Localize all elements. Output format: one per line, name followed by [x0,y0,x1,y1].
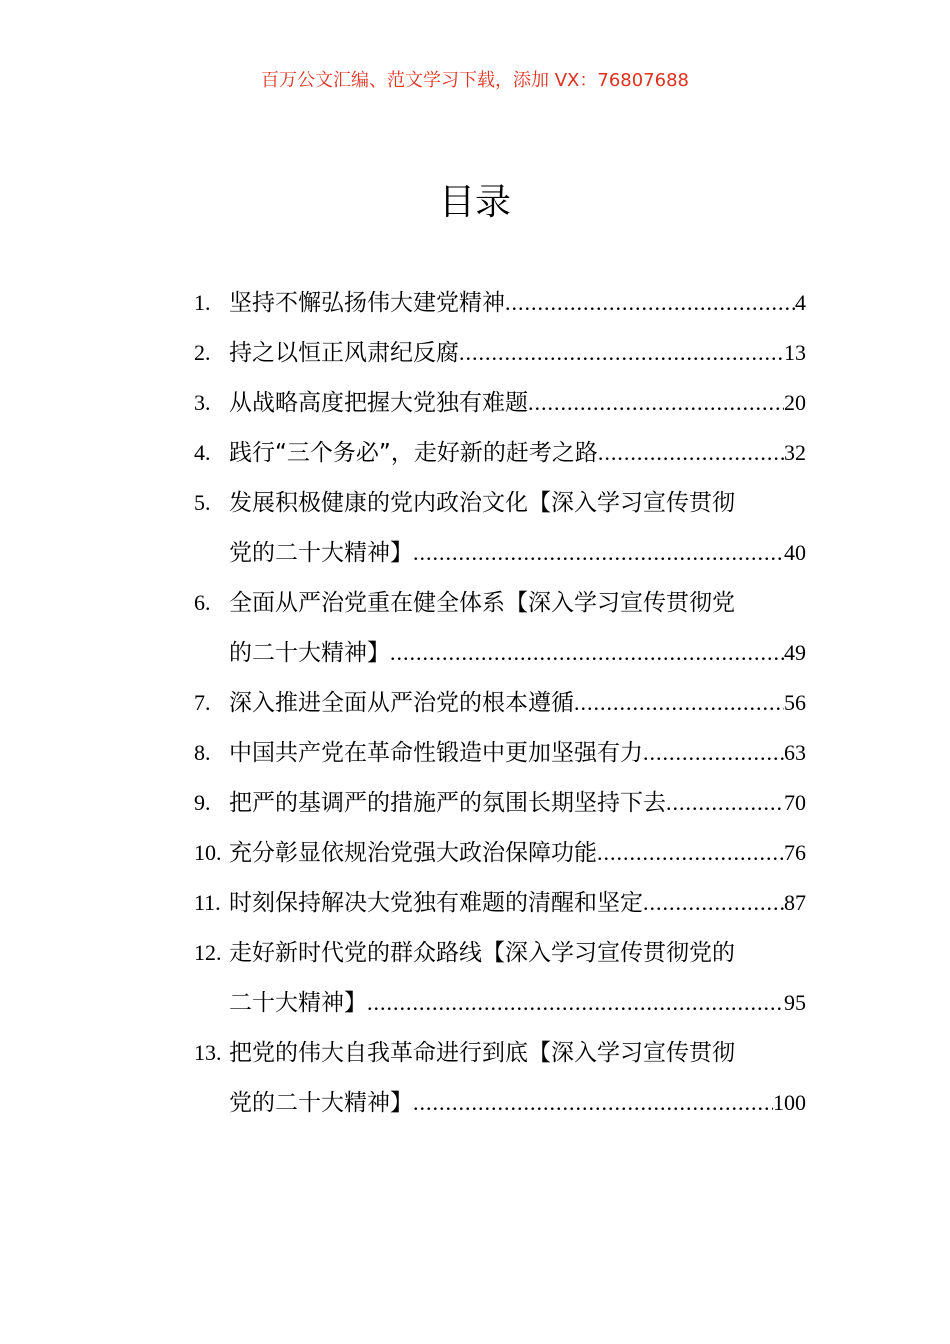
toc-entry-number: 8. [194,740,211,765]
toc-entry-page: 95 [784,990,806,1015]
toc-entry-title: 发展积极健康的党内政治文化【深入学习宣传贯彻 [229,490,735,516]
toc-entry-title-cont: 党的二十大精神】 [229,1090,413,1116]
toc-entry-page: 4 [795,290,806,315]
toc-entry-number: 5. [194,490,211,515]
toc-entry-page: 40 [784,540,806,565]
toc-entry-page: 20 [784,390,806,415]
toc-entry[interactable] [194,378,806,428]
toc-entry-page: 13 [784,340,806,365]
toc-entry-number: 10. [194,840,222,865]
dot-leader [598,428,784,478]
toc-entry-title: 全面从严治党重在健全体系【深入学习宣传贯彻党 [229,590,735,616]
toc-entry-title: 中国共产党在革命性锻造中更加坚强有力 [229,740,643,766]
dot-leader [528,378,784,428]
toc-entry-title: 把党的伟大自我革命进行到底【深入学习宣传贯彻 [229,1040,735,1066]
promo-header: 百万公文汇编、范文学习下载，添加 VX：76807688 [261,70,689,91]
toc-entry-title: 践行“三个务必”，走好新的赶考之路 [229,440,598,466]
toc-entry[interactable] [194,1028,806,1128]
toc-entry-title: 把严的基调严的措施严的氛围长期坚持下去 [229,790,666,816]
toc-entry-page: 56 [784,690,806,715]
toc-entry[interactable] [194,278,806,328]
dot-leader [367,978,784,1028]
dot-leader [459,328,784,378]
toc-entry-number: 4. [194,440,211,465]
toc-entry-page: 32 [784,440,806,465]
toc-entry[interactable] [194,778,806,828]
toc-entry-page: 100 [773,1090,806,1115]
toc-entry-title: 深入推进全面从严治党的根本遵循 [229,690,574,716]
toc-entry-page: 87 [784,890,806,915]
toc-entry-page: 63 [784,740,806,765]
toc-entry-number: 1. [194,290,211,315]
dot-leader [505,278,795,328]
toc-entry[interactable] [194,878,806,928]
dot-leader [413,528,784,578]
toc-entry[interactable] [194,428,806,478]
dot-leader [574,678,784,728]
dot-leader [597,828,784,878]
toc-entry[interactable] [194,928,806,1028]
toc-entry[interactable] [194,328,806,378]
toc-entry-number: 12. [194,940,222,965]
toc-entry[interactable] [194,728,806,778]
toc-entry-title-cont: 二十大精神】 [229,990,367,1016]
toc-entry[interactable] [194,578,806,678]
toc-entry-page: 70 [784,790,806,815]
dot-leader [390,628,784,678]
toc-entry-page: 49 [784,640,806,665]
toc-entry-title: 从战略高度把握大党独有难题 [229,390,528,416]
toc-entry[interactable] [194,478,806,578]
toc-entry-title-cont: 的二十大精神】 [229,640,390,666]
toc-entry[interactable] [194,678,806,728]
dot-leader [643,728,784,778]
table-of-contents [194,278,806,1128]
toc-entry-title: 走好新时代党的群众路线【深入学习宣传贯彻党的 [229,940,735,966]
dot-leader [643,878,784,928]
toc-entry[interactable] [194,828,806,878]
toc-entry-title: 持之以恒正风肃纪反腐 [229,340,459,366]
toc-entry-number: 11. [194,890,221,915]
toc-entry-page: 76 [784,840,806,865]
toc-entry-title: 充分彰显依规治党强大政治保障功能 [229,840,597,866]
toc-entry-number: 6. [194,590,211,615]
toc-entry-number: 9. [194,790,211,815]
dot-leader [413,1078,773,1128]
toc-entry-number: 7. [194,690,211,715]
toc-entry-number: 3. [194,390,211,415]
toc-entry-title: 时刻保持解决大党独有难题的清醒和坚定 [229,890,643,916]
toc-entry-number: 13. [194,1040,222,1065]
page-title: 目录 [438,182,511,223]
toc-entry-number: 2. [194,340,211,365]
toc-entry-title: 坚持不懈弘扬伟大建党精神 [229,290,505,316]
dot-leader [666,778,784,828]
toc-entry-title-cont: 党的二十大精神】 [229,540,413,566]
